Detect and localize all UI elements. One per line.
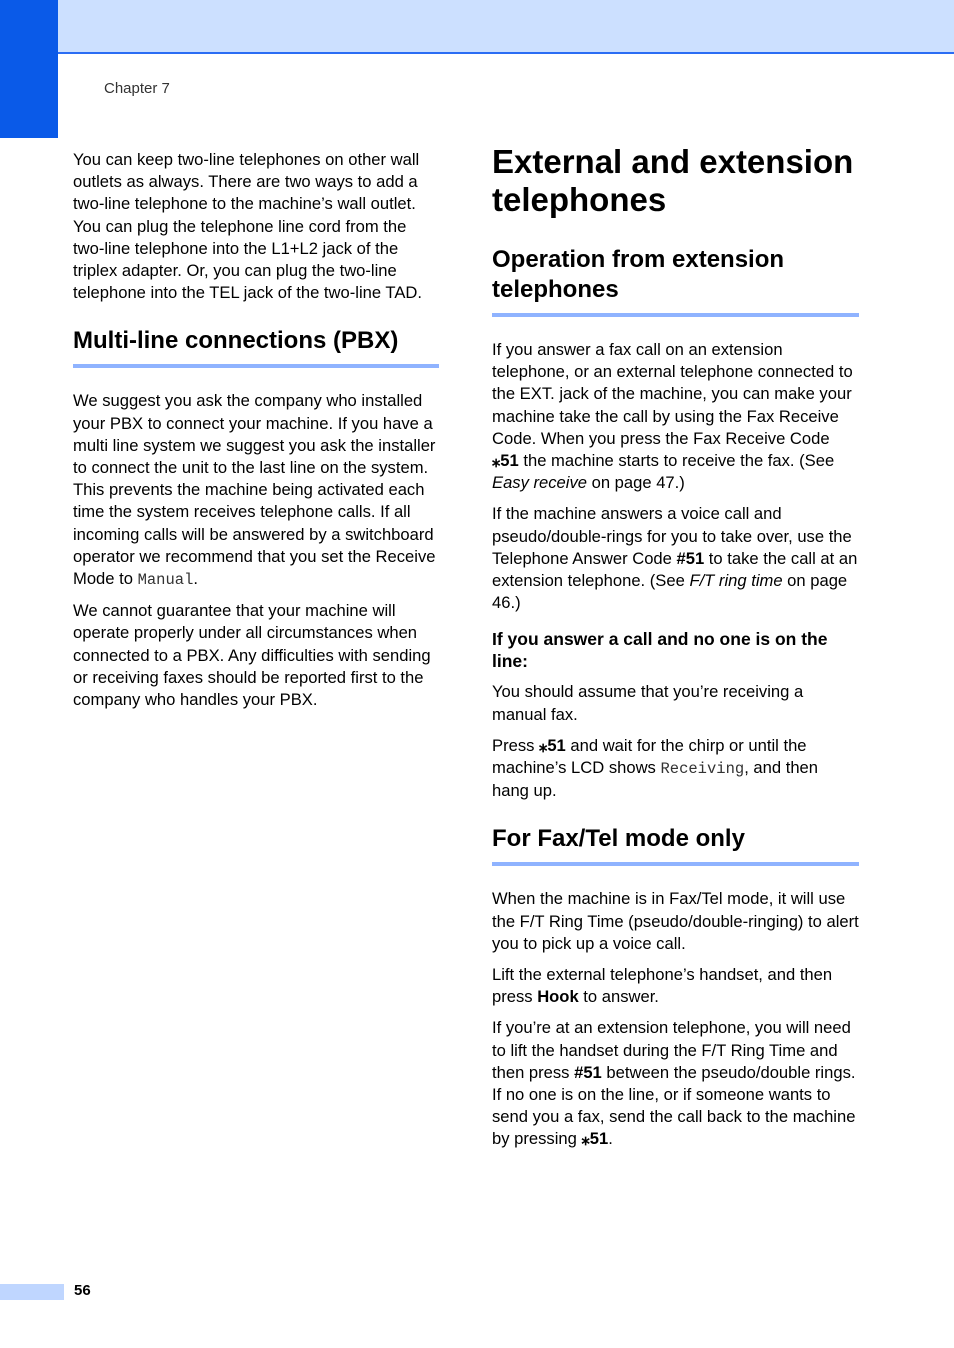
page-number-tab bbox=[0, 1284, 64, 1300]
fax-tel-paragraph-2: Lift the external telephone’s handset, and then press Hook to answer. bbox=[492, 965, 833, 1007]
intro-paragraph: You can keep two-line telephones on other wall outlets as always. There are two ways to add a two-line telephone to the machine’s wall outlet. You can plug the telephone line cord from the two-line telephone into the L1+L2 jack of the triplex adapter. Or, you can plug the two-line telephone into the TEL jack of the two-line TAD. bbox=[73, 150, 422, 303]
fax-tel-paragraph-1: When the machine is in Fax/Tel mode, it will use the F/T Ring Time (pseudo/double-ringing) to alert you to pick up a voice call. bbox=[492, 889, 859, 953]
left-column bbox=[73, 149, 439, 720]
receive-mode-value: Manual bbox=[137, 571, 194, 590]
extension-paragraph-2: If the machine answers a voice call and pseudo/double-rings for you to take over, use the Telephone Answer Code #51 to take the call at an extension telephone. (See F/T ring time on page 46.) bbox=[492, 504, 858, 613]
fax-receive-code: ⁎51 bbox=[492, 451, 519, 471]
chapter-tab bbox=[0, 0, 58, 138]
hook-key: Hook bbox=[537, 987, 579, 1007]
extension-heading: Operation from extension telephones bbox=[492, 245, 859, 317]
no-one-paragraph-2: Press ⁎51 and wait for the chirp or until the machine’s LCD shows Receiving, and then hang up. bbox=[492, 735, 819, 801]
extension-paragraph-1: If you answer a fax call on an extension telephone, or an external telephone connected to the EXT. jack of the machine, you can make your machine take the call by using the Fax Receive Code. When you press the Fax Receive Code ⁎51 the machine starts to receive the fax. (See Easy receive on page 47.) bbox=[492, 340, 853, 493]
pbx-paragraph-2: We cannot guarantee that your machine will operate properly under all circumstances when connected to a PBX. Any difficulties with sending or receiving faxes should be reported first to the company who handles your PBX. bbox=[73, 601, 431, 710]
receive-code: ⁎51 bbox=[539, 735, 566, 755]
easy-receive-link[interactable]: Easy receive bbox=[492, 473, 587, 493]
lcd-receiving-text: Receiving bbox=[660, 760, 745, 779]
right-column bbox=[492, 143, 859, 1160]
header-band bbox=[0, 0, 954, 54]
main-title: External and extension telephones bbox=[492, 143, 854, 218]
telephone-answer-code: #51 bbox=[676, 548, 705, 568]
pbx-paragraph-1: We suggest you ask the company who installed your PBX to connect your machine. If you have a multi line system we suggest you ask the installer to connect the unit to the last line on the system. This prevents the machine being activated each time the system receives telephone calls. If all incoming calls will be answered by a switchboard operator we recommend that you set the Receive Mode to Manual. bbox=[73, 391, 436, 590]
page-number: 56 bbox=[74, 1282, 91, 1299]
receive-code-2: ⁎51 bbox=[581, 1129, 609, 1149]
ft-ring-time-link[interactable]: F/T ring time bbox=[689, 571, 783, 591]
no-one-paragraph-1: You should assume that you’re receiving a manual fax. bbox=[492, 682, 804, 724]
answer-code: #51 bbox=[574, 1062, 602, 1082]
pbx-heading: Multi-line connections (PBX) bbox=[73, 326, 439, 368]
no-one-heading: If you answer a call and no one is on the line: bbox=[492, 629, 828, 672]
fax-tel-heading: For Fax/Tel mode only bbox=[492, 824, 859, 866]
fax-tel-paragraph-3: If you’re at an extension telephone, you will need to lift the handset during the F/T Ring Time and then press #51 between the pseudo/double rings. If no one is on the line, or if someone wants to send you a fax, send the call back to the machine by pressing ⁎51. bbox=[492, 1018, 856, 1149]
chapter-label: Chapter 7 bbox=[104, 80, 170, 97]
